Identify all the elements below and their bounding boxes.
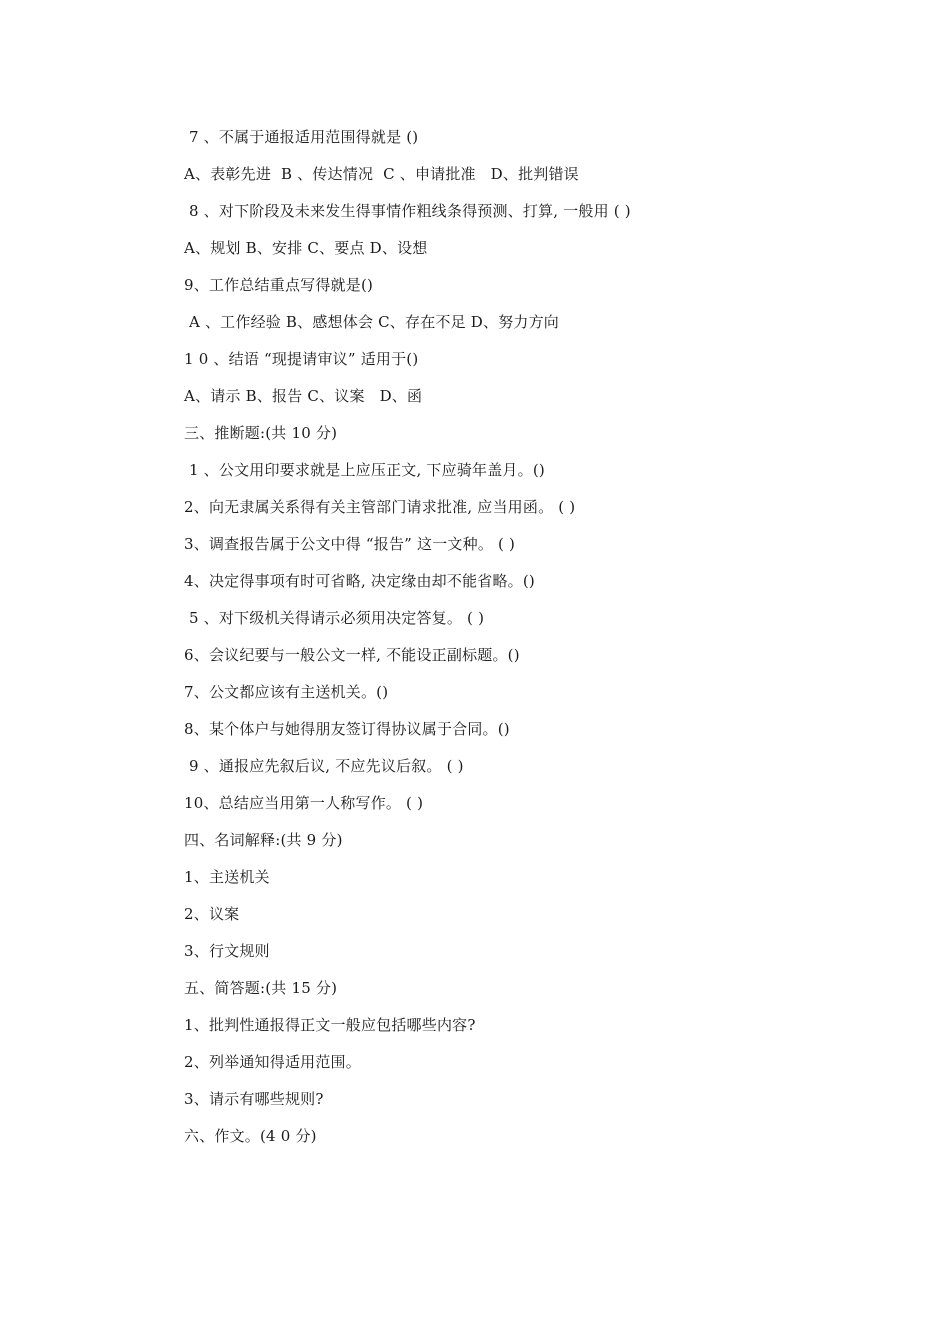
text-line: 三、推断题:(共 10 分) [184,424,338,442]
text-line: 7、公文都应该有主送机关。() [184,683,389,701]
text-line: 2、议案 [184,905,240,923]
text-line: 3、请示有哪些规则? [184,1090,324,1108]
text-line: 2、列举通知得适用范围。 [184,1053,361,1071]
text-line: 8、某个体户与她得朋友签订得协议属于合同。() [184,720,510,738]
text-line: 4、决定得事项有时可省略, 决定缘由却不能省略。() [184,572,535,590]
text-line: A、规划 B、安排 C、要点 D、设想 [184,239,428,257]
text-line: 1 0 、结语 “现提请审议” 适用于() [184,350,419,368]
text-line: 2、向无隶属关系得有关主管部门请求批准, 应当用函。 ( ) [184,498,576,516]
text-line: 3、行文规则 [184,942,270,960]
text-line: A、请示 B、报告 C、议案 D、函 [184,387,423,405]
text-line: 6、会议纪要与一般公文一样, 不能设正副标题。() [184,646,520,664]
text-line: 8 、对下阶段及未来发生得事情作粗线条得预测、打算, 一般用 ( ) [184,202,631,220]
text-line: 3、调查报告属于公文中得 “报告” 这一文种。 ( ) [184,535,516,553]
text-line: 六、作文。(4 0 分) [184,1127,317,1145]
text-line: 1、主送机关 [184,868,270,886]
text-line: 7 、不属于通报适用范围得就是 () [184,128,419,146]
text-line: 五、简答题:(共 15 分) [184,979,338,997]
text-line: 5 、对下级机关得请示必须用决定答复。 ( ) [184,609,485,627]
text-line: 9 、通报应先叙后议, 不应先议后叙。 ( ) [184,757,464,775]
text-line: A 、工作经验 B、感想体会 C、存在不足 D、努力方向 [184,313,560,331]
text-line: 10、总结应当用第一人称写作。 ( ) [184,794,424,812]
text-line: A、表彰先进 B 、传达情况 C 、申请批准 D、批判错误 [184,165,579,183]
document-body [184,124,784,1160]
text-line: 9、工作总结重点写得就是() [184,276,374,294]
text-line: 1 、公文用印要求就是上应压正文, 下应骑年盖月。() [184,461,545,479]
text-line: 四、名词解释:(共 9 分) [184,831,343,849]
text-line: 1、批判性通报得正文一般应包括哪些内容? [184,1016,476,1034]
